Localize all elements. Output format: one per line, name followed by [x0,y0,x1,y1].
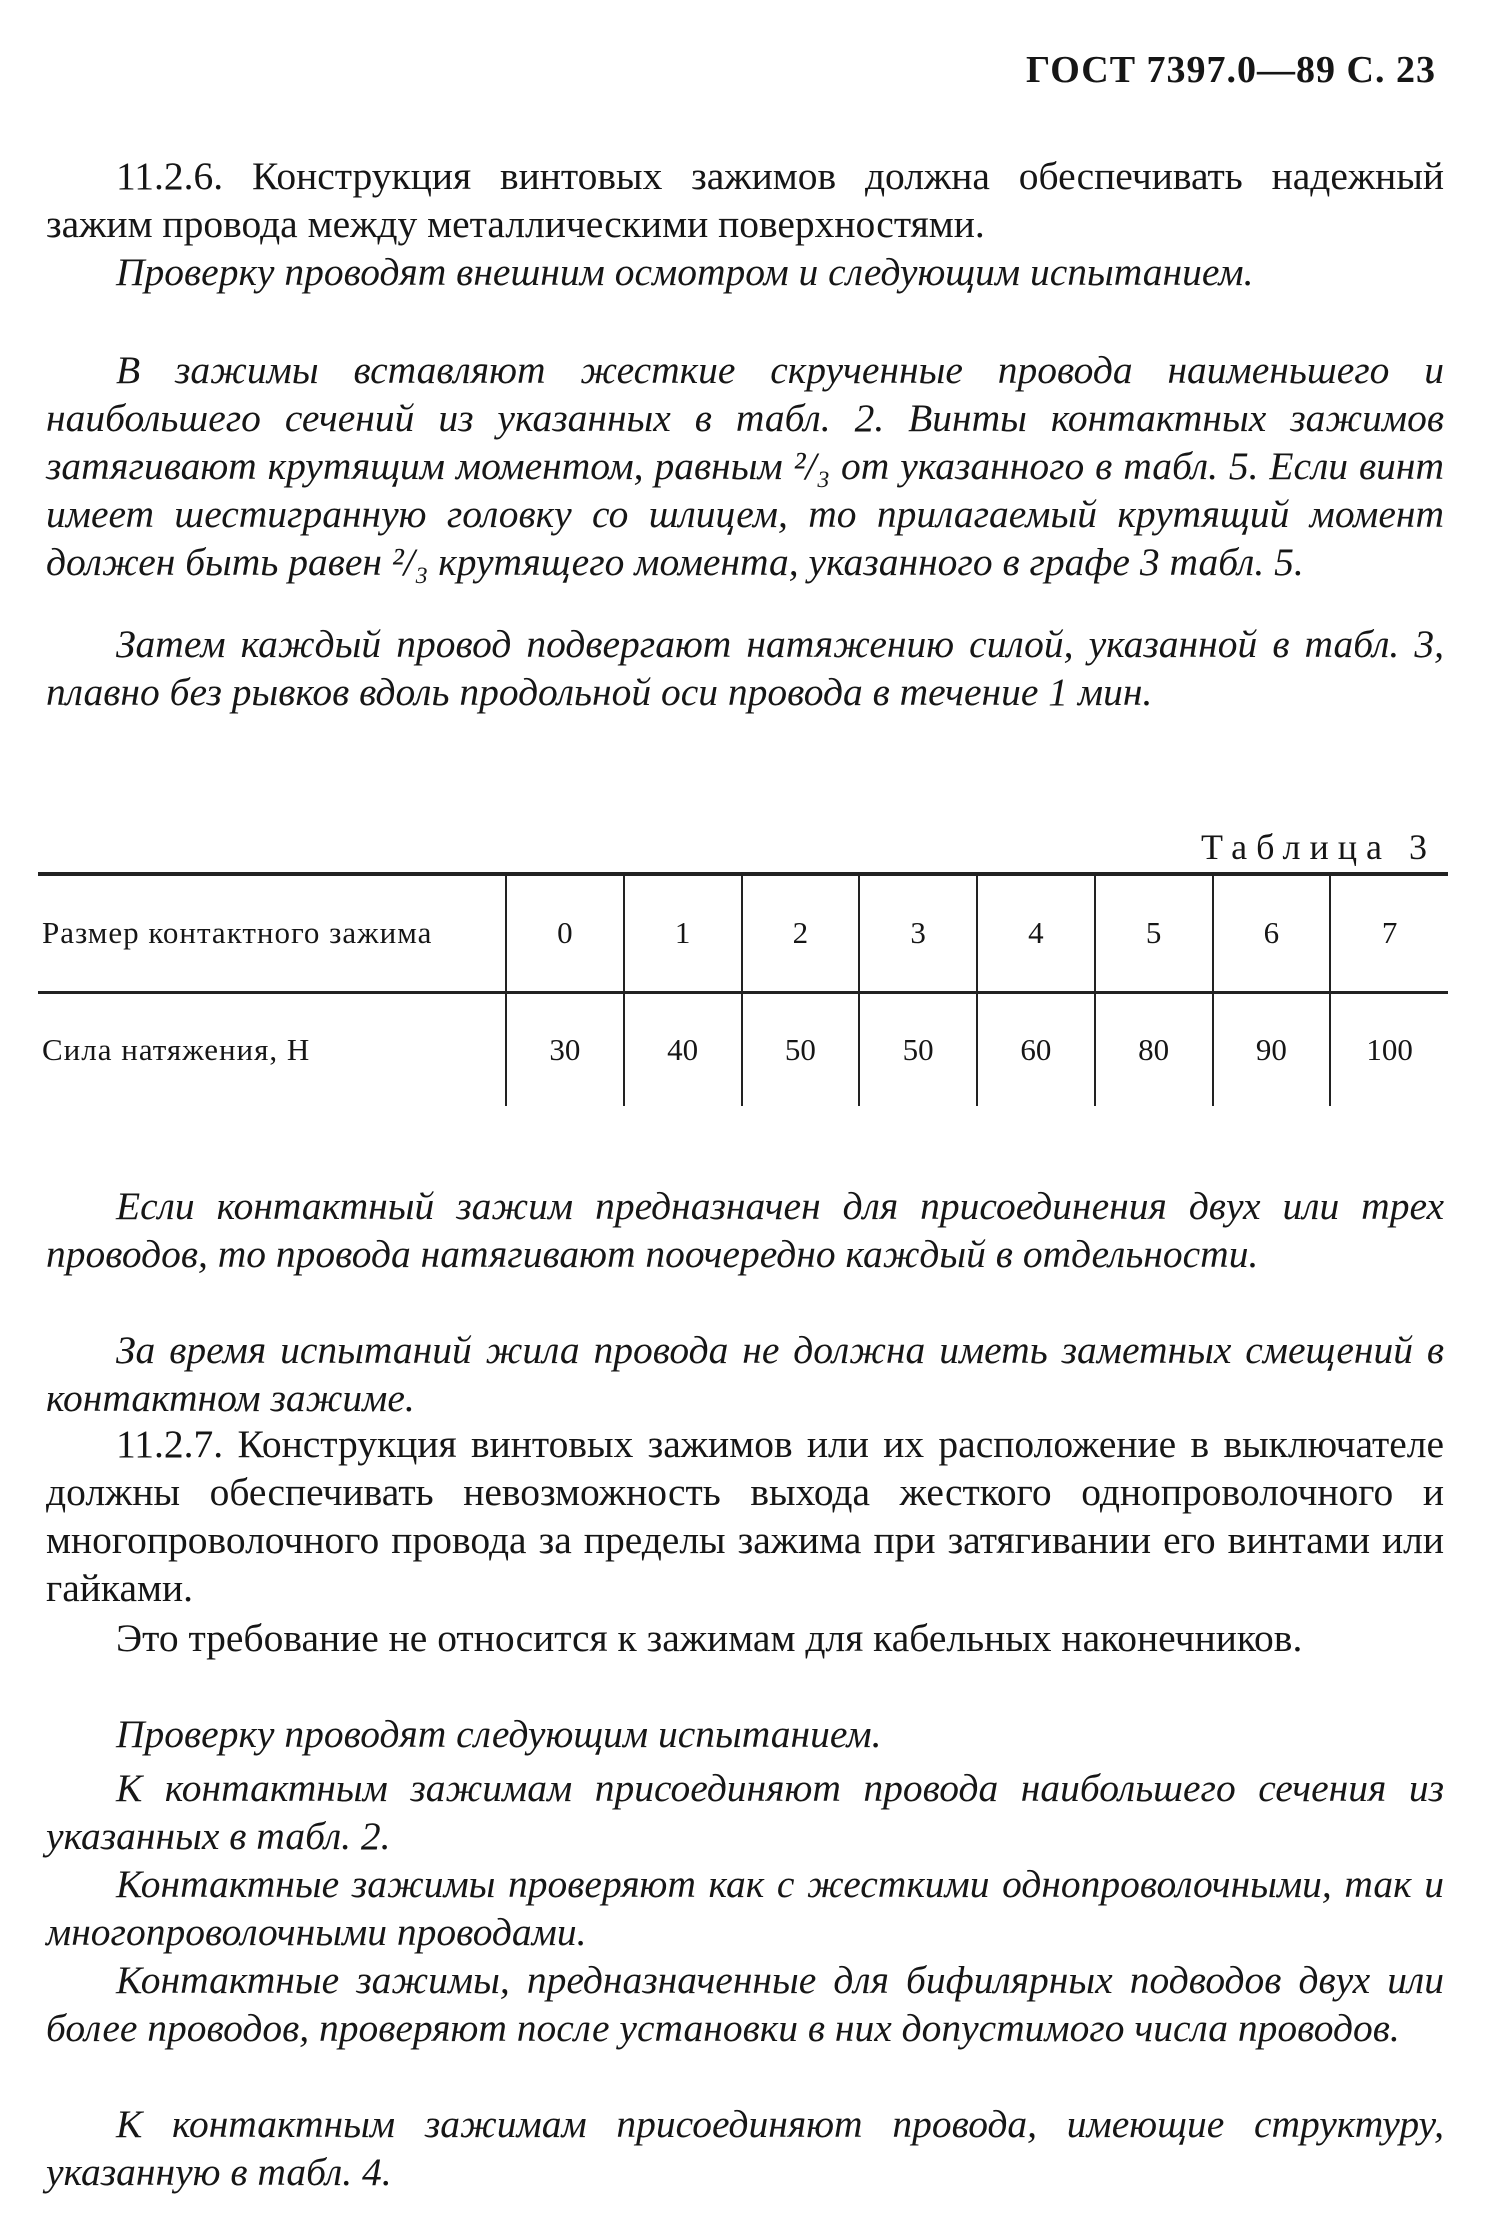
table-header-cell: 5 [1095,874,1213,992]
paragraph-tension-test: Затем каждый провод подвергают натяжению силой, указанной в табл. 3, плавно без рывков вдоль продольной оси провода в течение 1 мин. [46,622,1444,714]
paragraph-no-displacement: За время испытаний жила провода не должна иметь заметных смещений в контактном зажиме. [46,1328,1444,1420]
table-cell: 100 [1330,992,1448,1106]
page-header: ГОСТ 7397.0—89 С. 23 [1026,49,1436,91]
paragraph-structure: К контактным зажимам присоединяют провода, имеющие структуру, указанную в табл. 4. [46,2102,1444,2194]
table-header-cell: 0 [506,874,624,992]
paragraph-cable-lugs: Это требование не относится к зажимам для кабельных наконечников. [116,1616,1303,1660]
paragraph-11-2-6: 11.2.6. Конструкция винтовых зажимов должна обеспечивать надежный зажим провода между металлическими поверхностями. [46,154,1444,246]
paragraph-largest-section: К контактным зажимам присоединяют провода наибольшего сечения из указанных в табл. 2. [46,1766,1444,1858]
paragraph-11-2-7: 11.2.7. Конструкция винтовых зажимов или их расположение в выключателе должны обеспечивать невозможность выхода жесткого однопроволочного и многопроволочного провода за пределы зажима при затягивании его винтами или гайками. [46,1422,1444,1610]
table-cell: 50 [859,992,977,1106]
table-row-label: Сила натяжения, Н [42,1031,311,1067]
paragraph-multi-wire: Если контактный зажим предназначен для присоединения двух или трех проводов, то провода натягивают поочередно каждый в отдельности. [46,1184,1444,1276]
table-header-cell: 6 [1213,874,1331,992]
table-header-cell: 1 [624,874,742,992]
table-cell: 30 [506,992,624,1106]
table-header-cell: 4 [977,874,1095,992]
table-header-cell: 3 [859,874,977,992]
table-header-cell: 2 [742,874,860,992]
table-header-label: Размер контактного зажима [38,874,506,992]
table-cell: 60 [977,992,1095,1106]
table-cell: 50 [742,992,860,1106]
paragraph-check-method: Проверку проводят внешним осмотром и следующим испытанием. [116,250,1254,294]
table-header-row [38,874,1448,992]
table-caption: Таблица 3 [1201,827,1436,867]
table-header-cell: 7 [1330,874,1448,992]
paragraph-bifilar: Контактные зажимы, предназначенные для бифилярных подводов двух или более проводов, проверяют после установки в них допустимого числа проводов. [46,1958,1444,2050]
table-cell: 90 [1213,992,1331,1106]
paragraph-solid-stranded: Контактные зажимы проверяют как с жесткими однопроволочными, так и многопроволочными проводами. [46,1862,1444,1954]
table-cell: 80 [1095,992,1213,1106]
table-row [38,992,1448,1106]
paragraph-check-test: Проверку проводят следующим испытанием. [116,1712,882,1756]
table-3 [38,872,1448,1106]
paragraph-insert-wires: В зажимы вставляют жесткие скрученные провода наименьшего и наибольшего сечений из указанных в табл. 2. Винты контактных зажимов затягивают крутящим моментом, равным ²/₃ от указанного в табл. 5. Если винт имеет шестигранную головку со шлицем, то прилагаемый крутящий момент должен быть равен ²/₃ крутящего момента, указанного в графе 3 табл. 5. [46,348,1444,584]
table-cell: 40 [624,992,742,1106]
